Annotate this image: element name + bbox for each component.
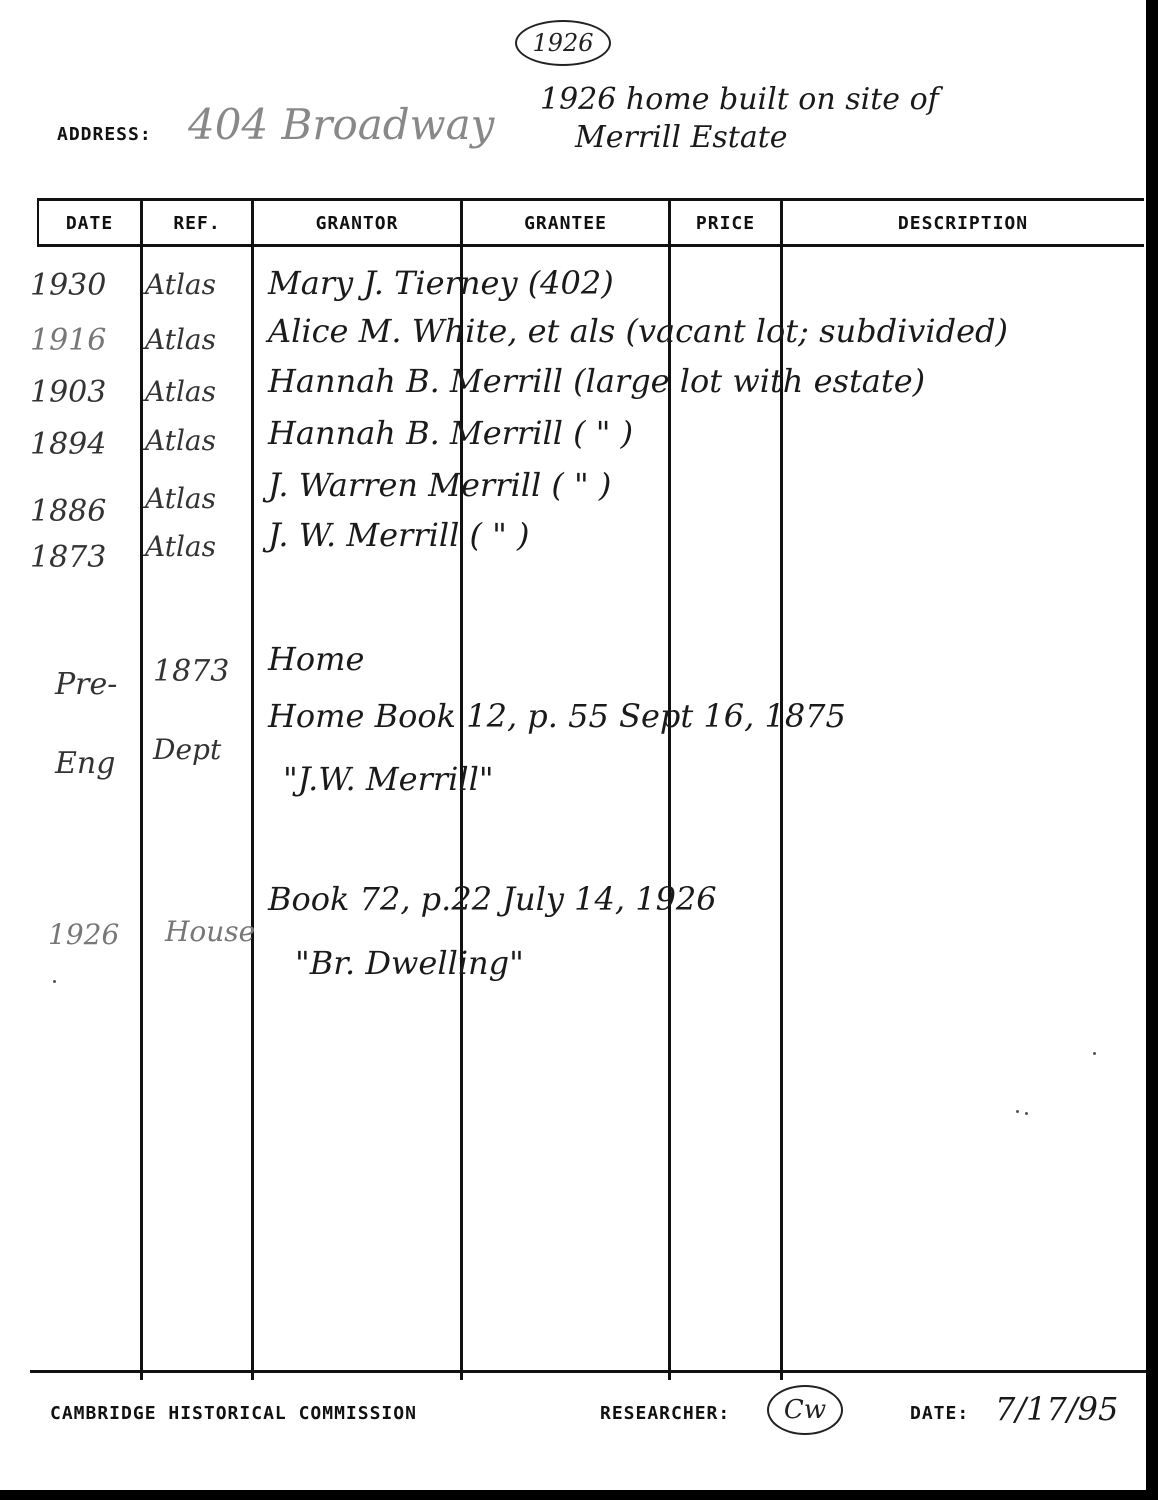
- entry-date: 1930: [30, 268, 107, 303]
- researcher-label: RESEARCHER:: [600, 1403, 731, 1424]
- column-divider: [140, 200, 143, 1380]
- commission-name: CAMBRIDGE HISTORICAL COMMISSION: [50, 1403, 417, 1424]
- entry-text: Hannah B. Merrill ( " ): [268, 414, 634, 452]
- note-text-quote: "J.W. Merrill": [283, 760, 494, 798]
- scan-speck: [1093, 1052, 1096, 1055]
- year-stamp-text: 1926: [532, 29, 594, 57]
- scan-speck: [53, 980, 56, 983]
- header-grantee: GRANTEE: [524, 213, 607, 234]
- header-ref: REF.: [173, 213, 221, 234]
- note-date: Pre-: [55, 667, 118, 702]
- entry-date: 1903: [30, 375, 107, 410]
- entry-date: 1886: [30, 494, 107, 529]
- header-description: DESCRIPTION: [897, 213, 1029, 234]
- entry-text: Mary J. Tierney (402): [268, 264, 614, 302]
- scan-speck: [1016, 1110, 1019, 1113]
- entry-ref: Atlas: [145, 268, 216, 301]
- note-text-quote: "Br. Dwelling": [295, 944, 524, 982]
- note-ref: Dept: [153, 733, 222, 766]
- note-text: Book 72, p.22 July 14, 1926: [268, 880, 717, 918]
- table-bottom-rule: [30, 1370, 1146, 1373]
- header-grantor: GRANTOR: [315, 213, 399, 234]
- note-date: 1926: [48, 918, 120, 951]
- note-text: Home: [268, 640, 365, 678]
- date-value: 7/17/95: [995, 1390, 1119, 1428]
- entry-date: 1873: [30, 540, 107, 575]
- address-label: ADDRESS:: [57, 124, 152, 145]
- entry-ref: Atlas: [145, 424, 216, 457]
- year-stamp: [515, 20, 611, 66]
- note-date: Eng: [55, 746, 116, 781]
- entry-date: 1894: [30, 427, 107, 462]
- note-ref: 1873: [153, 654, 230, 689]
- header-date: DATE: [65, 213, 114, 234]
- header-price: PRICE: [695, 213, 756, 234]
- entry-text: Alice M. White, et als (vacant lot; subdivided): [268, 312, 1008, 350]
- entry-text: J. Warren Merrill ( " ): [268, 466, 612, 504]
- entry-ref: Atlas: [145, 530, 216, 563]
- address-value: 404 Broadway: [188, 100, 495, 149]
- scan-speck: [1025, 1112, 1028, 1115]
- address-note-line-1: 1926 home built on site of: [540, 82, 939, 117]
- note-ref: House: [165, 915, 256, 948]
- note-text: Home Book 12, p. 55 Sept 16, 1875: [268, 697, 846, 735]
- entry-text: Hannah B. Merrill (large lot with estate): [268, 362, 926, 400]
- table-top-rule: [37, 198, 1144, 201]
- entry-ref: Atlas: [145, 375, 216, 408]
- researcher-initials: Cw: [767, 1385, 843, 1435]
- column-divider: [251, 200, 254, 1380]
- date-label: DATE:: [910, 1403, 970, 1424]
- address-note-line-2: Merrill Estate: [575, 120, 788, 155]
- entry-ref: Atlas: [145, 482, 216, 515]
- entry-date: 1916: [30, 323, 107, 358]
- entry-ref: Atlas: [145, 323, 216, 356]
- entry-text: J. W. Merrill ( " ): [268, 516, 530, 554]
- table-header-rule: [37, 244, 1144, 247]
